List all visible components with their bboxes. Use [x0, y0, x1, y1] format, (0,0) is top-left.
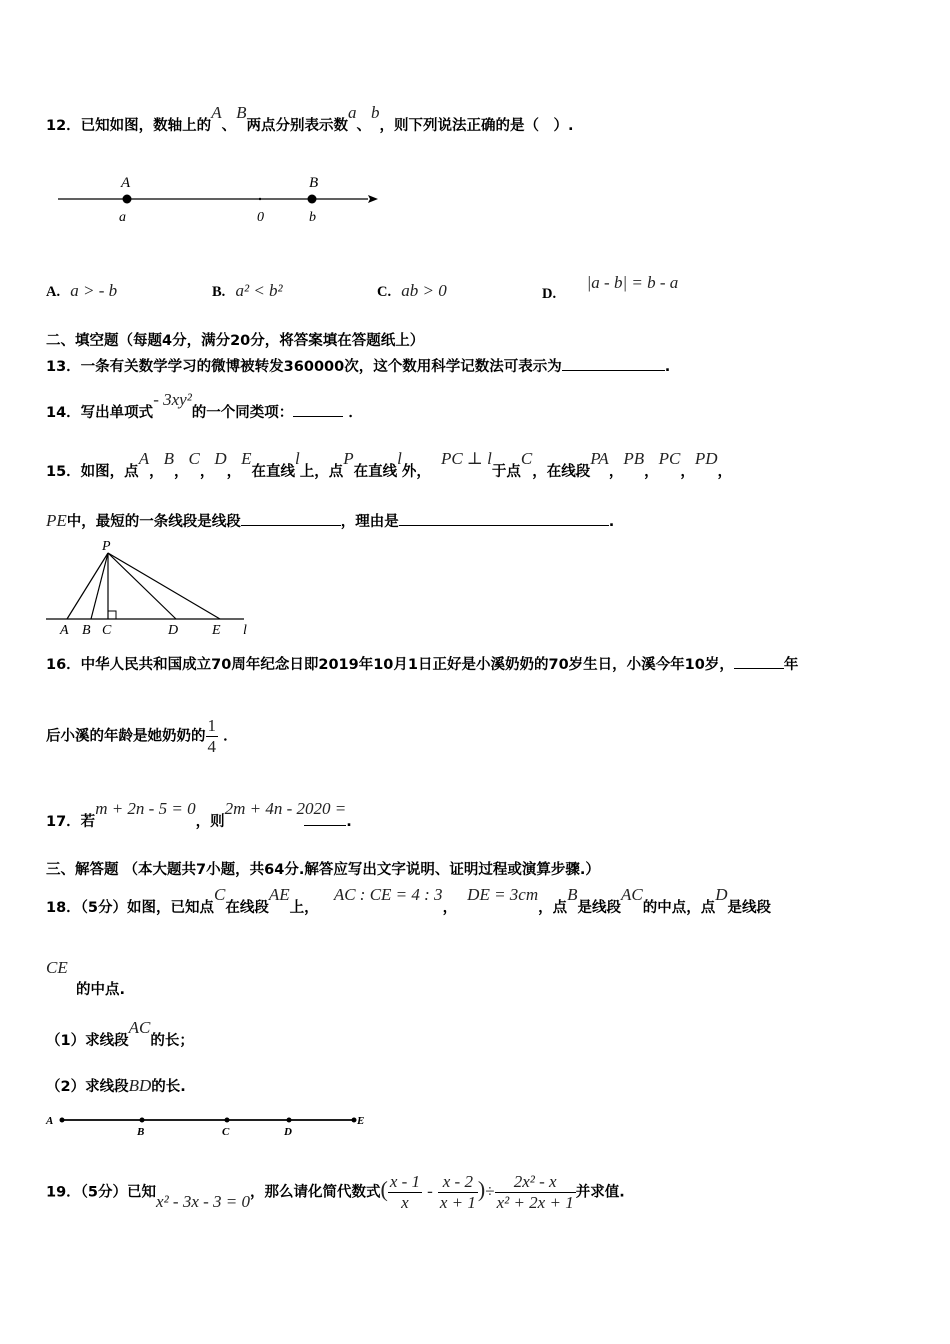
- number-line-figure: [50, 168, 380, 230]
- q14-answer-blank[interactable]: [293, 402, 343, 417]
- label-0: 0: [257, 210, 264, 225]
- q16-fraction: $\frac{1}{4}$: [207, 716, 216, 756]
- q12-option-d[interactable]: D. |a - b| = b - a: [542, 273, 679, 302]
- q13-answer-blank[interactable]: [562, 356, 665, 371]
- q18-segment-figure: [44, 1110, 374, 1140]
- section2-title: 二、填空题（每题4分，满分20分，将答案填在答题纸上）: [46, 333, 425, 349]
- q17: 17．若m + 2n - 5 = 0，则2m + 4n - 2020 =.: [46, 799, 352, 830]
- label-a: a: [119, 210, 126, 225]
- seg-label-C: C: [222, 1126, 230, 1138]
- seg-label-E: E: [357, 1115, 365, 1127]
- q16-answer-blank[interactable]: [734, 654, 784, 669]
- q18-line2: CE 的中点.: [46, 958, 126, 998]
- fig-label-A: A: [60, 623, 69, 638]
- seg-label-A: A: [46, 1115, 54, 1127]
- q12-option-c[interactable]: C. ab > 0: [377, 281, 447, 300]
- q19: 19．（5分）已知x² - 3x - 3 = 0，那么请化简代数式( $\frac{x - 1}{x}$ - $\frac{x - 2}{x + 1}$ )÷ $\frac{\text{2x² - x}}{\text{x² + 2x + 1}}$ 并求值.: [46, 1172, 625, 1212]
- fig-label-E: E: [212, 623, 221, 638]
- q18-sub2: （2）求线段BD的长.: [46, 1076, 186, 1095]
- label-b: b: [309, 210, 316, 225]
- fig-label-B: B: [82, 623, 91, 638]
- q13: 13．一条有关数学学习的微博被转发360000次，这个数用科学记数法可表示为 .: [46, 355, 670, 376]
- fig-label-P: P: [102, 539, 111, 554]
- point-A-dot: [123, 195, 132, 204]
- fig-label-l: l: [243, 623, 247, 638]
- seg-label-D: D: [284, 1126, 292, 1138]
- q18-sub1: （1）求线段AC的长；: [46, 1018, 194, 1049]
- label-B: B: [309, 175, 319, 191]
- point-B-dot: [308, 195, 317, 204]
- q15-reason-blank[interactable]: [399, 511, 609, 526]
- q15-line2: PE中，最短的一条线段是线段 ，理由是 .: [46, 511, 615, 530]
- q15-answer-blank[interactable]: [241, 511, 341, 526]
- label-A: A: [121, 175, 131, 191]
- q16-line1: 16．中华人民共和国成立70周年纪念日即2019年10月1日正好是小溪奶奶的70岁生日，小溪今年10岁， 年: [46, 653, 798, 674]
- q15-stem: 15．如图，点A，B，C，D，E在直线l上，点P在直线l外， PC ⊥ l于点C，在线段PA，PB，PC，PD，: [46, 449, 732, 480]
- q12-option-b[interactable]: B. a² < b²: [212, 281, 283, 300]
- seg-label-B: B: [137, 1126, 145, 1138]
- q12-option-a[interactable]: A. a > - b: [46, 281, 118, 300]
- origin-dot: [259, 198, 261, 200]
- section3-title: 三、解答题 （本大题共7小题，共64分.解答应写出文字说明、证明过程或演算步骤.）: [46, 862, 600, 878]
- q12-stem: 12．已知如图，数轴上的A、B两点分别表示数a、b，则下列说法正确的是（ ）.: [46, 103, 574, 134]
- q18-stem: 18．（5分）如图，已知点C在线段AE上， AC : CE = 4 : 3， DE = 3cm，点B是线段AC的中点，点D是线段: [46, 885, 772, 916]
- q15-figure: [40, 536, 270, 638]
- q14: 14．写出单项式- 3xy²的一个同类项： ．: [46, 390, 363, 421]
- q16-line2: 后小溪的年龄是她奶奶的 $\frac{1}{4}$ ．: [46, 716, 238, 756]
- fig-label-D: D: [168, 623, 179, 638]
- fig-label-C: C: [102, 623, 112, 638]
